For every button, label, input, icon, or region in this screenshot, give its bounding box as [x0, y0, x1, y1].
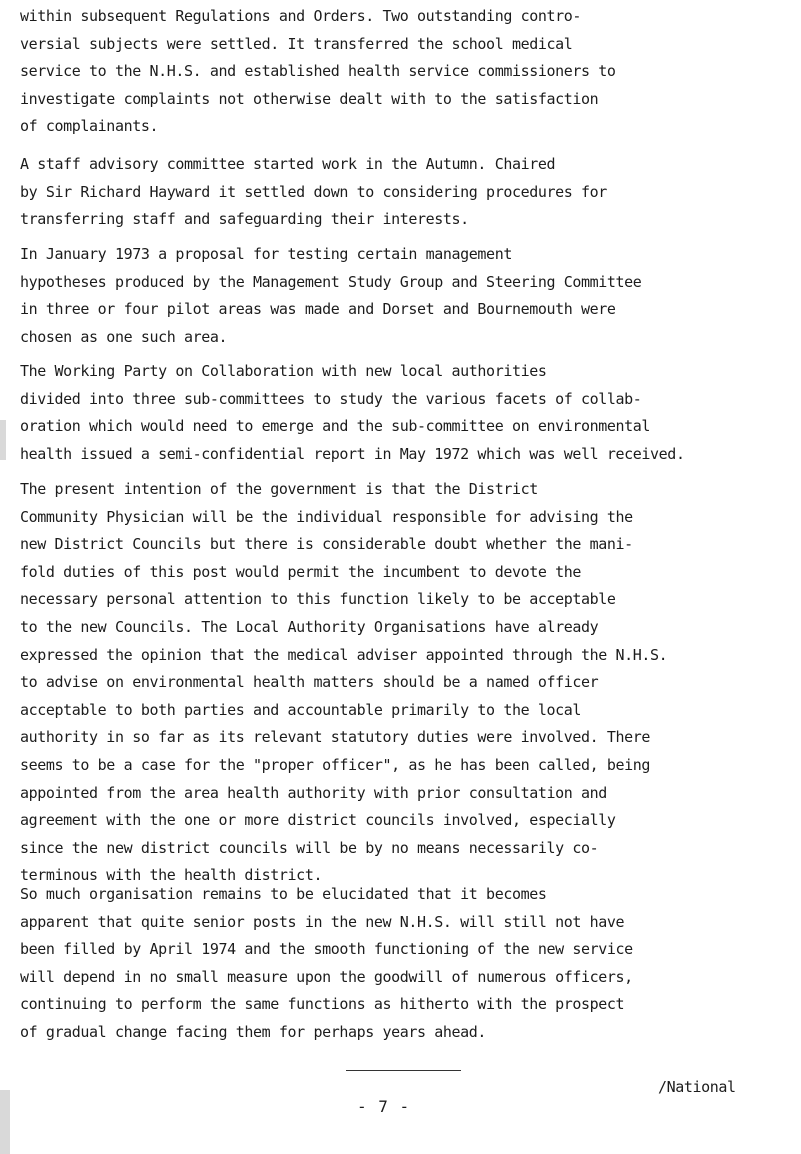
paragraph-staff-advisory: A staff advisory committee started work in the Autumn. Chaired by Sir Richard Hayward it settled down to considering procedures for transferring staff and safeguarding their interests. [20, 155, 607, 229]
paragraph-continuation: within subsequent Regulations and Orders. Two outstanding contro- versial subjects were settled. It transferred the school medical service to the N.H.S. and established health service commissioners to investigate complaints not otherwise dealt with to the satisfaction of complainants. [20, 7, 616, 136]
paragraph-organisation: So much organisation remains to be elucidated that it becomes apparent that quite senior posts in the new N.H.S. will still not have been filled by April 1974 and the smooth functioning of the new service will depend in no small measure upon the goodwill of numerous officers, continuing to perform the same functions as hitherto with the prospect of gradual change facing them for perhaps years ahead. [20, 885, 633, 1041]
scan-edge-mark [0, 420, 6, 460]
catchword: /National [658, 1078, 736, 1096]
page-number: - 7 - [357, 1097, 411, 1116]
paragraph-pilot-areas: In January 1973 a proposal for testing certain management hypotheses produced by the Management Study Group and Steering Committee in three or four pilot areas was made and Dorset and Bournemouth were chosen as one such area. [20, 245, 642, 346]
scan-edge-mark [0, 1090, 10, 1154]
separator-rule [346, 1070, 461, 1071]
paragraph-working-party: The Working Party on Collaboration with new local authorities divided into three sub-committees to study the various facets of collab- oration which would need to emerge and the sub-committee on environmental health issued a semi-confidential report in May 1972 which was well received. [20, 362, 685, 463]
paragraph-government-intention: The present intention of the government is that the District Community Physician will be the individual responsible for advising the new District Councils but there is considerable doubt whether the mani- fold duties of this post would permit the incumbent to devote the necessary personal attention to this function likely to be acceptable to the new Councils. The Local Authority Organisations have already expressed the opinion that the medical adviser appointed through the N.H.S. to advise on environmental health matters should be a named officer acceptable to both parties and accountable primarily to the local authority in so far as its relevant statutory duties were involved. There seems to be a case for the "proper officer", as he has been called, being appointed from the area health authority with prior consultation and agreement with the one or more district councils involved, especially since the new district councils will be by no means necessarily co- terminous with the health district. [20, 480, 668, 885]
